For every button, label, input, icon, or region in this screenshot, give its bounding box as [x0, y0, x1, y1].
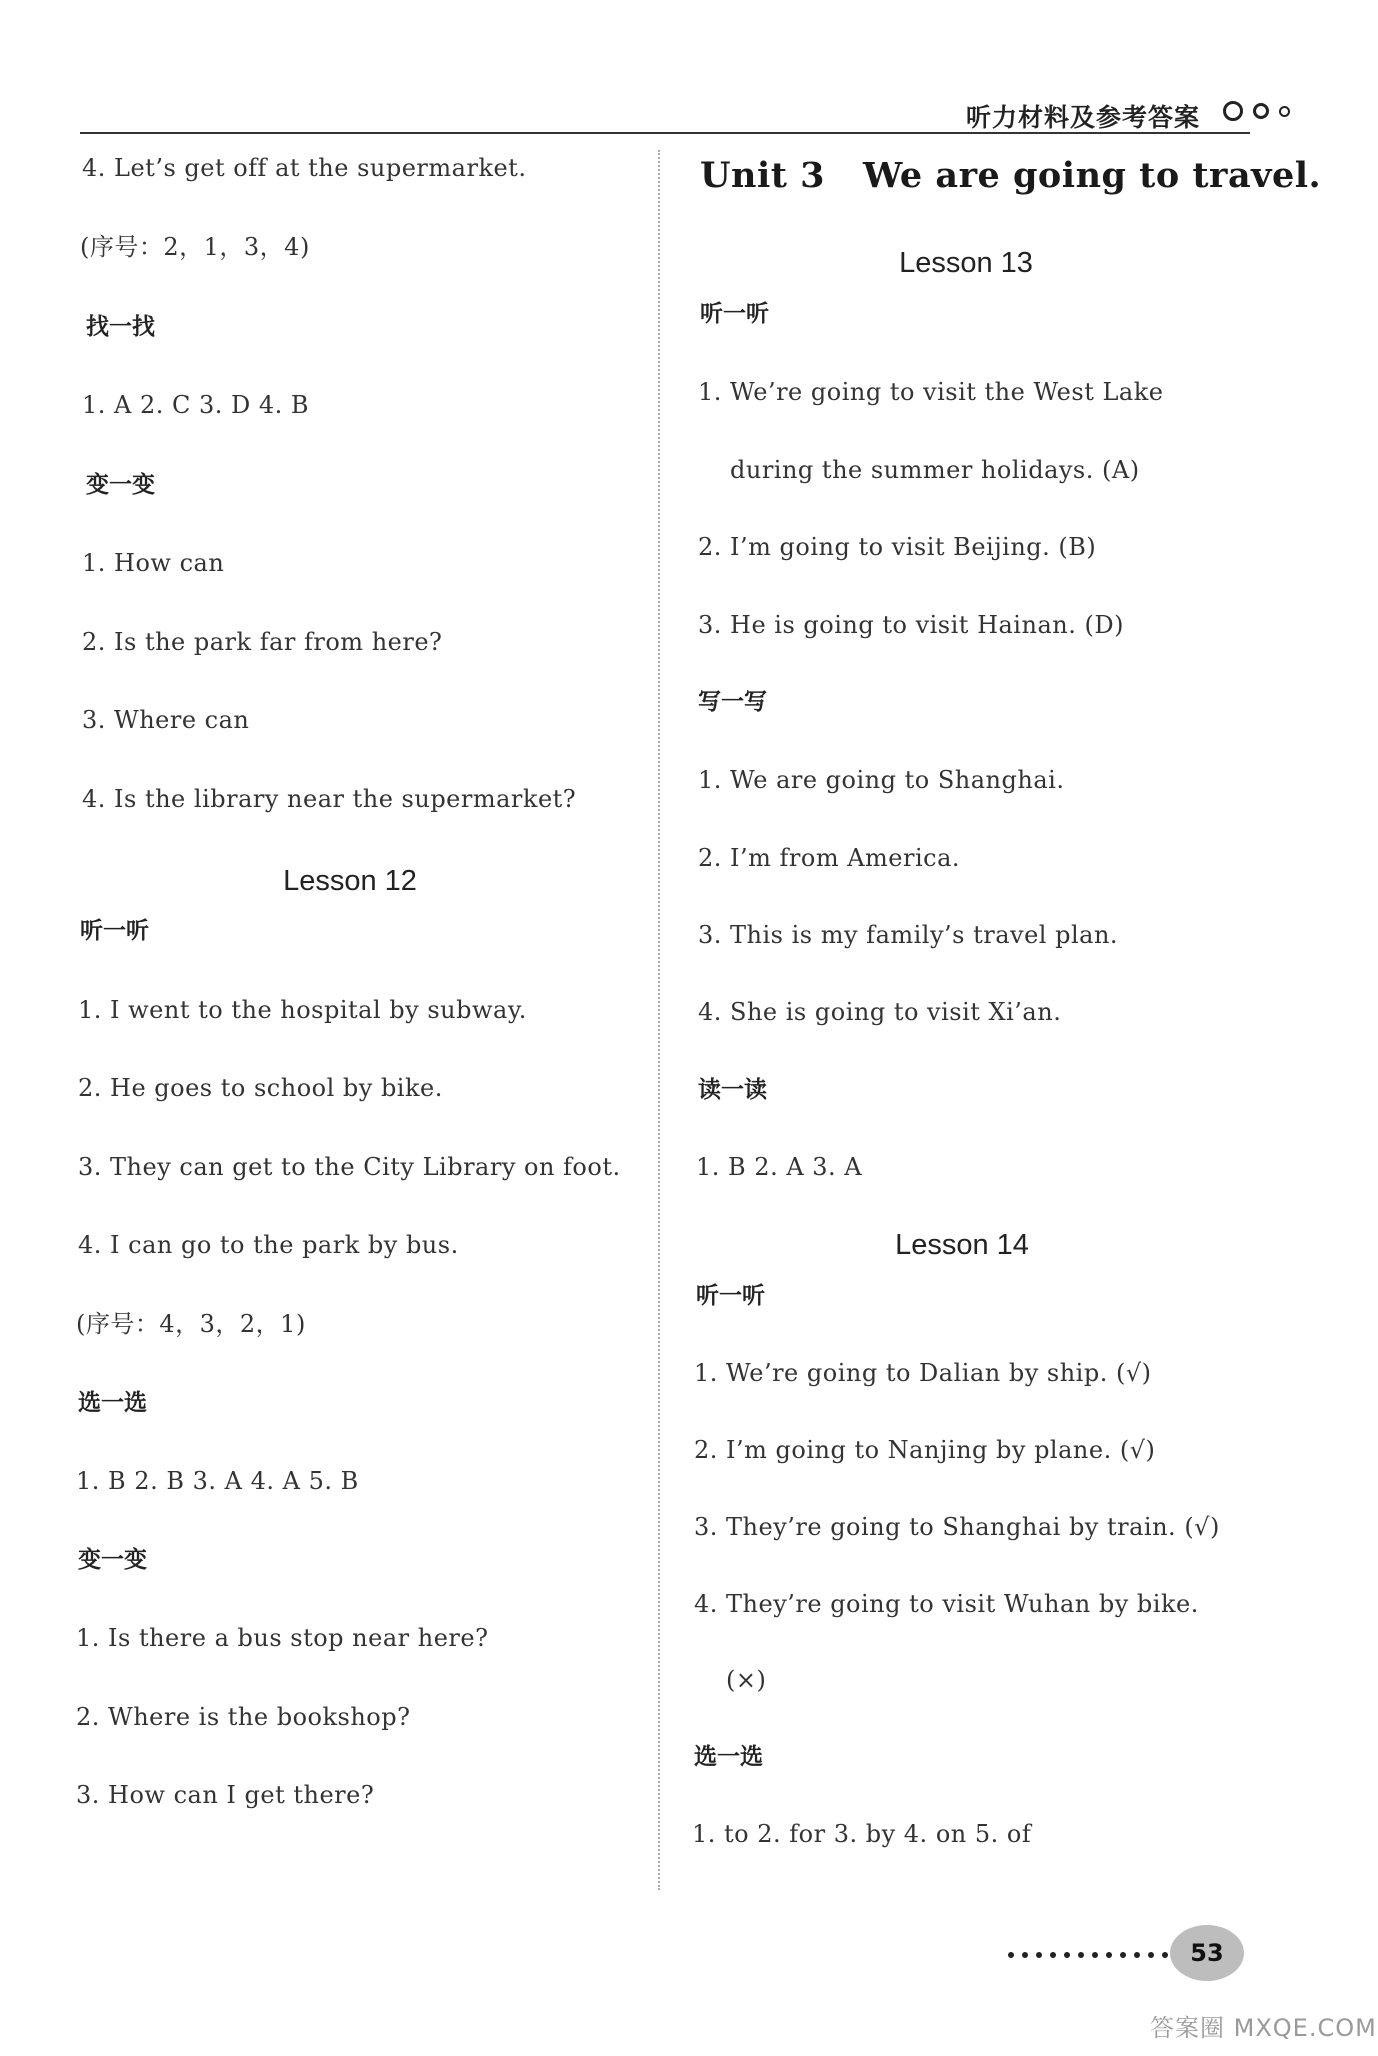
heading-write: 写一写 — [698, 689, 767, 715]
lesson-13-title: Lesson 13 — [899, 247, 1033, 279]
change-answer-2: 2. Is the park far from here? — [82, 628, 443, 656]
choose14-answers: 1. to 2. for 3. by 4. on 5. of — [692, 1820, 1032, 1848]
unit-heading — [700, 155, 1321, 196]
page-number: 53 — [1170, 1925, 1244, 1981]
ring-large-icon — [1223, 101, 1243, 121]
listen12-line-4: 4. I can go to the park by bus. — [78, 1231, 459, 1259]
listen14-line-1: 1. We’re going to Dalian by ship. (√) — [694, 1359, 1152, 1387]
change12-answer-1: 1. Is there a bus stop near here? — [76, 1624, 489, 1652]
header-rule — [80, 132, 1250, 134]
listen13-line-3: 3. He is going to visit Hainan. (D) — [698, 611, 1124, 639]
listen14-line-4: 4. They’re going to visit Wuhan by bike. — [694, 1590, 1199, 1618]
heading-change-1: 变一变 — [86, 472, 155, 498]
write-answer-1: 1. We are going to Shanghai. — [698, 766, 1065, 794]
write-answer-3: 3. This is my family’s travel plan. — [698, 921, 1119, 949]
change-answer-4: 4. Is the library near the supermarket? — [82, 785, 577, 813]
listen14-line-3: 3. They’re going to Shanghai by train. (√) — [694, 1513, 1220, 1541]
listen14-line-2: 2. I’m going to Nanjing by plane. (√) — [694, 1436, 1156, 1464]
column-divider — [658, 150, 660, 1890]
listen13-line-1: 1. We’re going to visit the West Lake — [698, 378, 1164, 406]
heading-choose-12: 选一选 — [78, 1390, 147, 1416]
lesson-12-title: Lesson 12 — [283, 865, 417, 897]
heading-read: 读一读 — [698, 1077, 767, 1103]
heading-choose-14: 选一选 — [694, 1744, 763, 1770]
read-answers: 1. B 2. A 3. A — [696, 1153, 863, 1181]
heading-listen-14: 听一听 — [696, 1283, 765, 1309]
change12-answer-2: 2. Where is the bookshop? — [76, 1703, 411, 1731]
heading-change-12: 变一变 — [78, 1547, 147, 1573]
heading-listen-12: 听一听 — [80, 918, 149, 944]
choose12-answers: 1. B 2. B 3. A 4. A 5. B — [76, 1467, 359, 1495]
watermark: 答案圈 MXQE.COM — [1150, 2014, 1377, 2042]
heading-find: 找一找 — [86, 314, 155, 340]
listen12-line-2: 2. He goes to school by bike. — [78, 1074, 443, 1102]
unit-title: We are going to travel. — [862, 155, 1322, 196]
listen12-line-1: 1. I went to the hospital by subway. — [78, 996, 527, 1024]
change-answer-3: 3. Where can — [82, 706, 250, 734]
write-answer-4: 4. She is going to visit Xi’an. — [698, 998, 1062, 1026]
find-answers: 1. A 2. C 3. D 4. B — [82, 391, 310, 419]
heading-listen-13: 听一听 — [700, 301, 769, 327]
lesson-14-title: Lesson 14 — [895, 1229, 1029, 1261]
listen12-line-3: 3. They can get to the City Library on foot. — [78, 1153, 621, 1181]
ring-medium-icon — [1253, 103, 1269, 119]
header-circles-decoration — [1223, 101, 1290, 121]
listen13-line-2: 2. I’m going to visit Beijing. (B) — [698, 533, 1097, 561]
listen12-order: (序号：4，3，2，1) — [76, 1310, 306, 1338]
left-line-1: 4. Let’s get off at the supermarket. — [82, 154, 527, 182]
running-header-title: 听力材料及参考答案 — [965, 103, 1200, 132]
unit-number: Unit 3 — [700, 155, 825, 196]
change12-answer-3: 3. How can I get there? — [76, 1781, 375, 1809]
change-answer-1: 1. How can — [82, 549, 225, 577]
left-order-1: (序号：2，1，3，4) — [80, 233, 310, 261]
write-answer-2: 2. I’m from America. — [698, 844, 961, 872]
listen13-line-1-cont: during the summer holidays. (A) — [730, 456, 1140, 484]
listen14-line-4-mark: (×) — [726, 1666, 767, 1694]
ring-small-icon — [1279, 106, 1290, 117]
